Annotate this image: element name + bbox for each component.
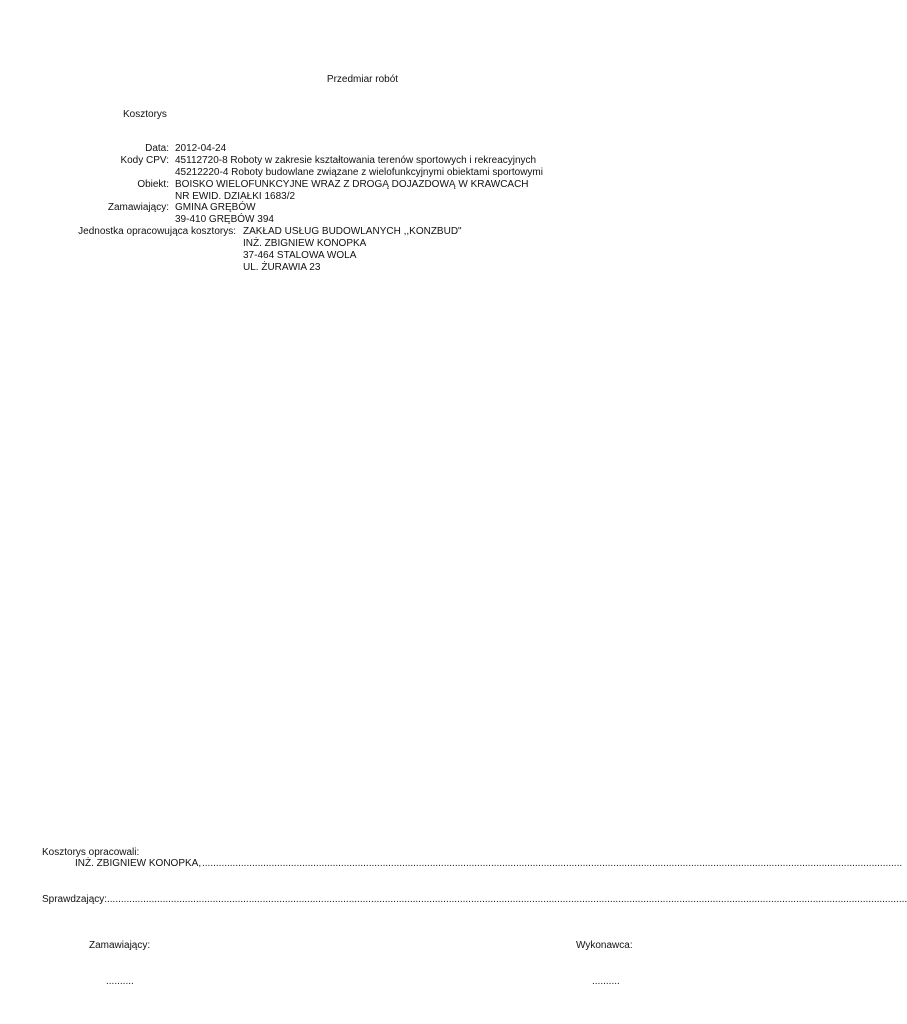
jednostka-line-4: UL. ŻURAWIA 23 — [243, 262, 321, 273]
jednostka-label: Jednostka opracowująca kosztorys: — [78, 226, 236, 237]
opracowali-signature-line: ............................................................................................................................................................................................................................................................ — [202, 858, 903, 869]
zamawiajacy-line-1: GMINA GRĘBÓW — [175, 202, 256, 213]
jednostka-line-3: 37-464 STALOWA WOLA — [243, 250, 357, 261]
data-label: Data: — [145, 143, 169, 154]
cpv-label: Kody CPV: — [120, 155, 169, 166]
page-title: Przedmiar robót — [326, 74, 399, 85]
zamawiajacy-signature-dots: .......... — [106, 976, 134, 987]
cpv-code-2: 45212220-4 Roboty budowlane związane z wielofunkcyjnymi obiektami sportowymi — [175, 167, 543, 178]
zamawiajacy-signature-label: Zamawiający: — [89, 940, 151, 951]
obiekt-label: Obiekt: — [137, 179, 169, 190]
wykonawca-signature-label: Wykonawca: — [576, 940, 633, 951]
obiekt-line-2: NR EWID. DZIAŁKI 1683/2 — [175, 191, 296, 202]
zamawiajacy-label: Zamawiający: — [107, 202, 169, 213]
sprawdzajacy-signature-line: ................................................................................................................................................................................................................................................................................................ — [107, 894, 907, 905]
jednostka-line-2: INŻ. ZBIGNIEW KONOPKA — [243, 238, 367, 249]
opracowali-name: INŻ. ZBIGNIEW KONOPKA, — [75, 858, 202, 869]
data-value: 2012-04-24 — [175, 143, 227, 154]
obiekt-line-1: BOISKO WIELOFUNKCYJNE WRAZ Z DROGĄ DOJAZDOWĄ W KRAWCACH — [175, 179, 529, 190]
opracowali-label: Kosztorys opracowali: — [42, 847, 140, 858]
jednostka-line-1: ZAKŁAD USŁUG BUDOWLANYCH ,,KONZBUD" — [243, 226, 462, 237]
subtitle: Kosztorys — [123, 109, 167, 120]
cpv-code-1: 45112720-8 Roboty w zakresie kształtowania terenów sportowych i rekreacyjnych — [175, 155, 537, 166]
sprawdzajacy-label: Sprawdzający: — [42, 894, 108, 905]
wykonawca-signature-dots: .......... — [592, 976, 620, 987]
zamawiajacy-line-2: 39-410 GRĘBÓW 394 — [175, 214, 274, 225]
